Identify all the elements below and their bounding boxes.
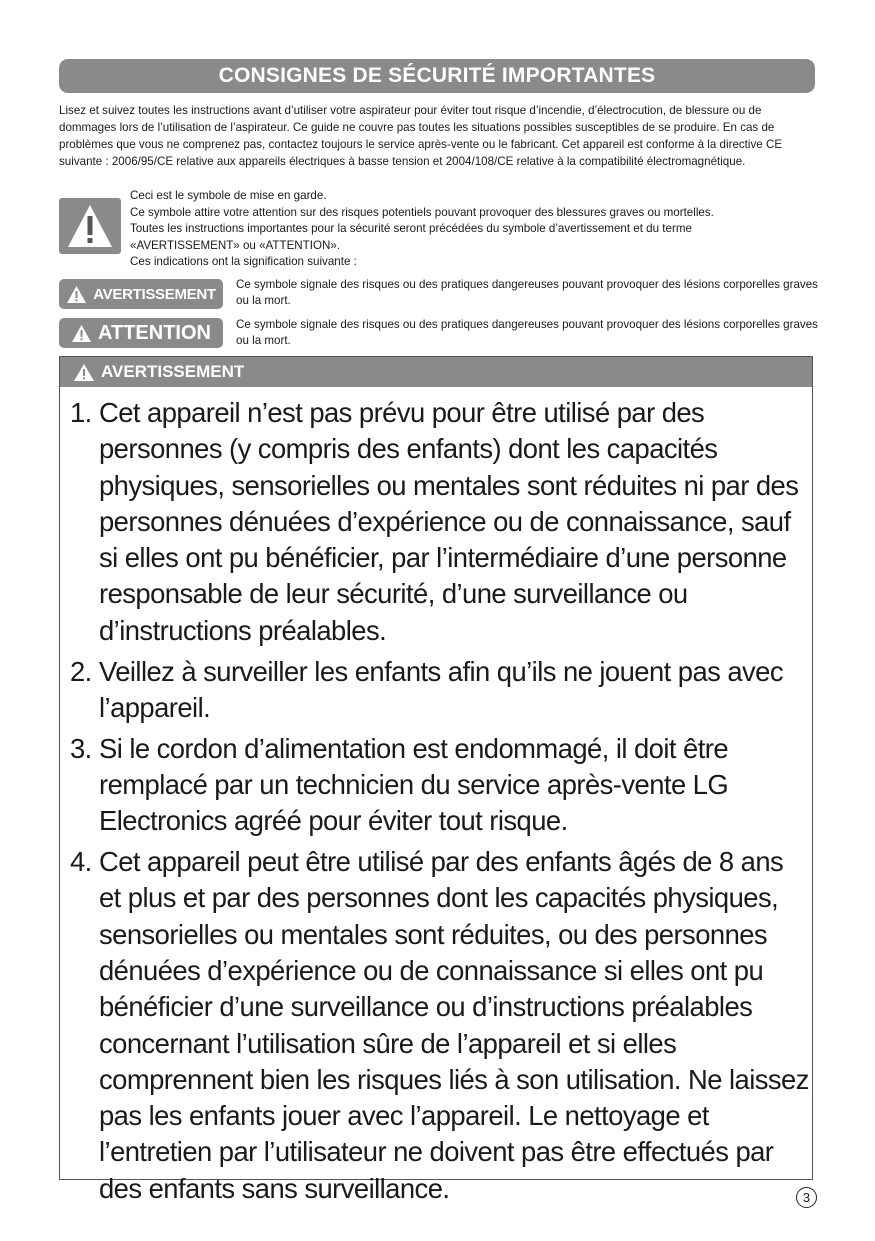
item-text: Si le cordon d’alimentation est endommagé, il doit être remplacé par un technicien du service après-vente LG Electronics agréé pour éviter tout risque. [99, 732, 729, 837]
warning-list [70, 395, 810, 1212]
avertissement-badge [59, 279, 223, 309]
intro-paragraph: Lisez et suivez toutes les instructions avant d’utiliser votre aspirateur pour éviter tout risque d’incendie, d’électrocution, de blessure ou de dommages lors de l’utilisation de l’aspirateur. Ce guide ne couvre pas toutes les situations possibles susceptibles de se produire. En cas de problèmes que vous ne comprenez pas, contactez toujours le service après-vente ou le fabricant. Cet appareil est conforme à la directive CE suivante : 2006/95/CE relative aux appareils électriques à basse tension et 2004/108/CE relative à la compatibilité électromagnétique. [59, 104, 783, 168]
item-number: 1. [70, 397, 92, 428]
symbol-line: Toutes les instructions importantes pour la sécurité seront précédées du symbole d’avertissement et du terme [130, 222, 692, 235]
avertissement-description: Ce symbole signale des risques ou des pratiques dangereuses pouvant provoquer des lésions corporelles graves ou la mort. [236, 278, 818, 307]
warning-section [59, 356, 813, 1204]
list-item [70, 731, 810, 840]
item-number: 2. [70, 655, 92, 687]
warning-triangle-icon [73, 363, 95, 382]
symbol-line: «AVERTISSEMENT» ou «ATTENTION». [130, 238, 341, 252]
warning-section-header [60, 357, 812, 387]
warning-section-title: AVERTISSEMENT [101, 362, 245, 381]
symbol-line: Ce symbole attire votre attention sur des risques potentiels pouvant provoquer des blessures graves ou mortelles. [130, 205, 714, 219]
list-item [70, 395, 810, 649]
attention-badge [59, 318, 223, 348]
item-text: Cet appareil peut être utilisé par des enfants âgés de 8 ans et plus et par des personnes dont les capacités physiques, sensorielles ou mentales sont réduites, ou des personnes dénuées d’expérience ou de connaissance si elles ont pu bénéficier d’une surveillance ou d’instructions préalables concernant l’utilisation sûre de l’appareil et si elles comprennent bien les risques liés à son utilisation. Ne laissez pas les enfants jouer avec l’appareil. Le nettoyage et l’entretien par l’utilisateur ne doivent pas être effectués par des enfants sans surveillance. [99, 846, 809, 1204]
list-item [70, 654, 810, 727]
item-text: Cet appareil n’est pas prévu pour être utilisé par des personnes (y compris des enfants) dont les capacités physiques, sensorielles ou mentales sont réduites ni par des personnes dénuées d’expérience ou de connaissance, sauf si elles ont pu bénéficier, par l’intermédiaire d’une personne responsable de leur sécurité, d’une surveillance ou d’instructions préalables. [99, 397, 799, 646]
symbol-explanation [130, 188, 820, 271]
symbol-line: Ces indications ont la signification suivante : [130, 255, 357, 268]
page-number: 3 [796, 1187, 817, 1208]
list-item [70, 844, 810, 1207]
symbol-line: Ceci est le symbole de mise en garde. [130, 189, 327, 202]
attention-description: Ce symbole signale des risques ou des pratiques dangereuses pouvant provoquer des lésions corporelles graves ou la mort. [236, 318, 818, 347]
item-number: 3. [70, 732, 92, 764]
warning-triangle-icon [66, 285, 87, 304]
warning-triangle-icon [71, 324, 92, 343]
item-text: Veillez à surveiller les enfants afin qu’ils ne jouent pas avec l’appareil. [99, 655, 784, 723]
page-title: CONSIGNES DE SÉCURITÉ IMPORTANTES [59, 59, 815, 93]
badge-label: AVERTISSEMENT [93, 285, 216, 303]
warning-symbol [59, 198, 121, 254]
badge-label: ATTENTION [98, 321, 211, 344]
item-number: 4. [70, 846, 92, 878]
warning-triangle-icon [65, 202, 115, 250]
